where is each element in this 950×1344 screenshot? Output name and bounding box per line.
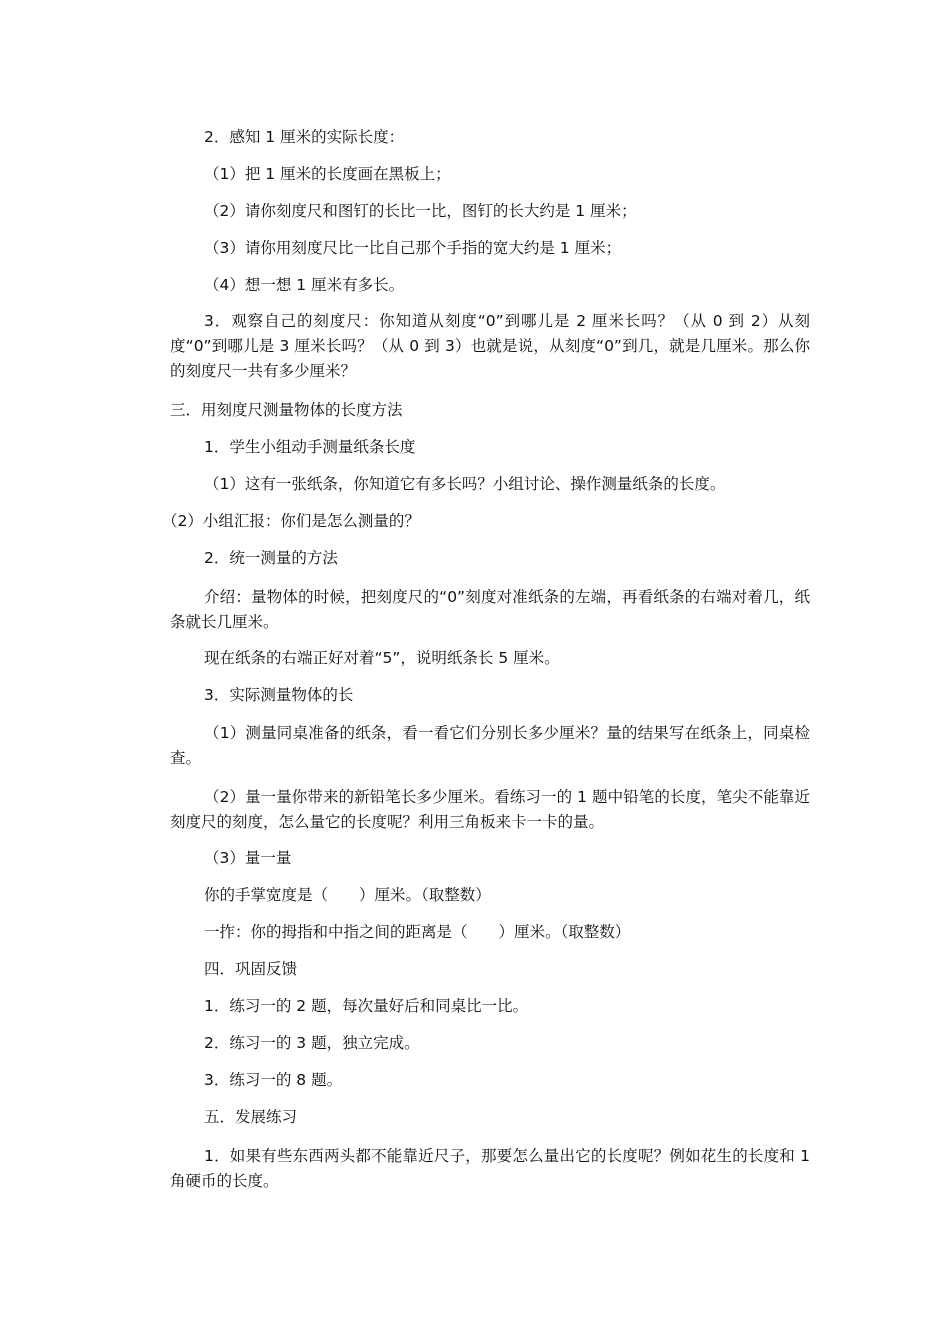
paragraph-compare-finger: （3）请你用刻度尺比一比自己那个手指的宽大约是 1 厘米；	[204, 239, 622, 257]
paragraph-unify-method: 2．统一测量的方法	[204, 549, 338, 567]
paragraph-observe-ruler: 3．观察自己的刻度尺：你知道从刻度“0”到哪儿是 2 厘米长吗？（从 0 到 2）从刻度“0”到哪儿是 3 厘米长吗？（从 0 到 3）也就是说，从刻度“0”到几，就是几厘米。那么你的刻度尺一共有多少厘米？	[170, 312, 810, 380]
paragraph-exercise-8: 3．练习一的 8 题。	[204, 1071, 343, 1089]
section-heading-measure-method: 三．用刻度尺测量物体的长度方法	[170, 401, 403, 419]
paragraph-measure-it: （3）量一量	[204, 849, 292, 867]
paragraph-paper-strip: （1）这有一张纸条，你知道它有多长吗？小组讨论、操作测量纸条的长度。	[204, 475, 726, 493]
section-heading-consolidate: 四．巩固反馈	[204, 960, 298, 978]
paragraph-actual-measure: 3．实际测量物体的长	[204, 686, 354, 704]
paragraph-strip-5cm: 现在纸条的右端正好对着“5”，说明纸条长 5 厘米。	[204, 649, 560, 667]
paragraph-group-report: （2）小组汇报：你们是怎么测量的？	[162, 512, 420, 530]
section-heading-development: 五．发展练习	[204, 1108, 298, 1126]
paragraph-compare-pin: （2）请你刻度尺和图钉的长比一比，图钉的长大约是 1 厘米；	[204, 202, 637, 220]
paragraph-measure-deskmate-strip: （1）测量同桌准备的纸条，看一看它们分别长多少厘米？量的结果写在纸条上，同桌检查。	[170, 724, 810, 767]
paragraph-peanut-coin: 1．如果有些东西两头都不能靠近尺子，那要怎么量出它的长度呢？例如花生的长度和 1 角硬币的长度。	[170, 1147, 810, 1190]
paragraph-hand-span: 一拃：你的拇指和中指之间的距离是（ ）厘米。（取整数）	[204, 923, 631, 941]
paragraph-draw-on-board: （1）把 1 厘米的长度画在黑板上；	[204, 165, 451, 183]
paragraph-exercise-3: 2．练习一的 3 题，独立完成。	[204, 1034, 420, 1052]
paragraph-group-measure: 1．学生小组动手测量纸条长度	[204, 438, 416, 456]
paragraph-think-1cm: （4）想一想 1 厘米有多长。	[204, 276, 405, 294]
paragraph-perceive-1cm: 2．感知 1 厘米的实际长度：	[204, 128, 405, 146]
paragraph-exercise-2: 1．练习一的 2 题，每次量好后和同桌比一比。	[204, 997, 529, 1015]
paragraph-measure-pencil: （2）量一量你带来的新铅笔长多少厘米。看练习一的 1 题中铅笔的长度，笔尖不能靠近刻度尺的刻度，怎么量它的长度呢？利用三角板来卡一卡的量。	[170, 788, 810, 831]
paragraph-introduce: 介绍：量物体的时候，把刻度尺的“0”刻度对准纸条的左端，再看纸条的右端对着几，纸条就长几厘米。	[170, 588, 810, 631]
paragraph-palm-width: 你的手掌宽度是（ ）厘米。（取整数）	[204, 886, 491, 904]
